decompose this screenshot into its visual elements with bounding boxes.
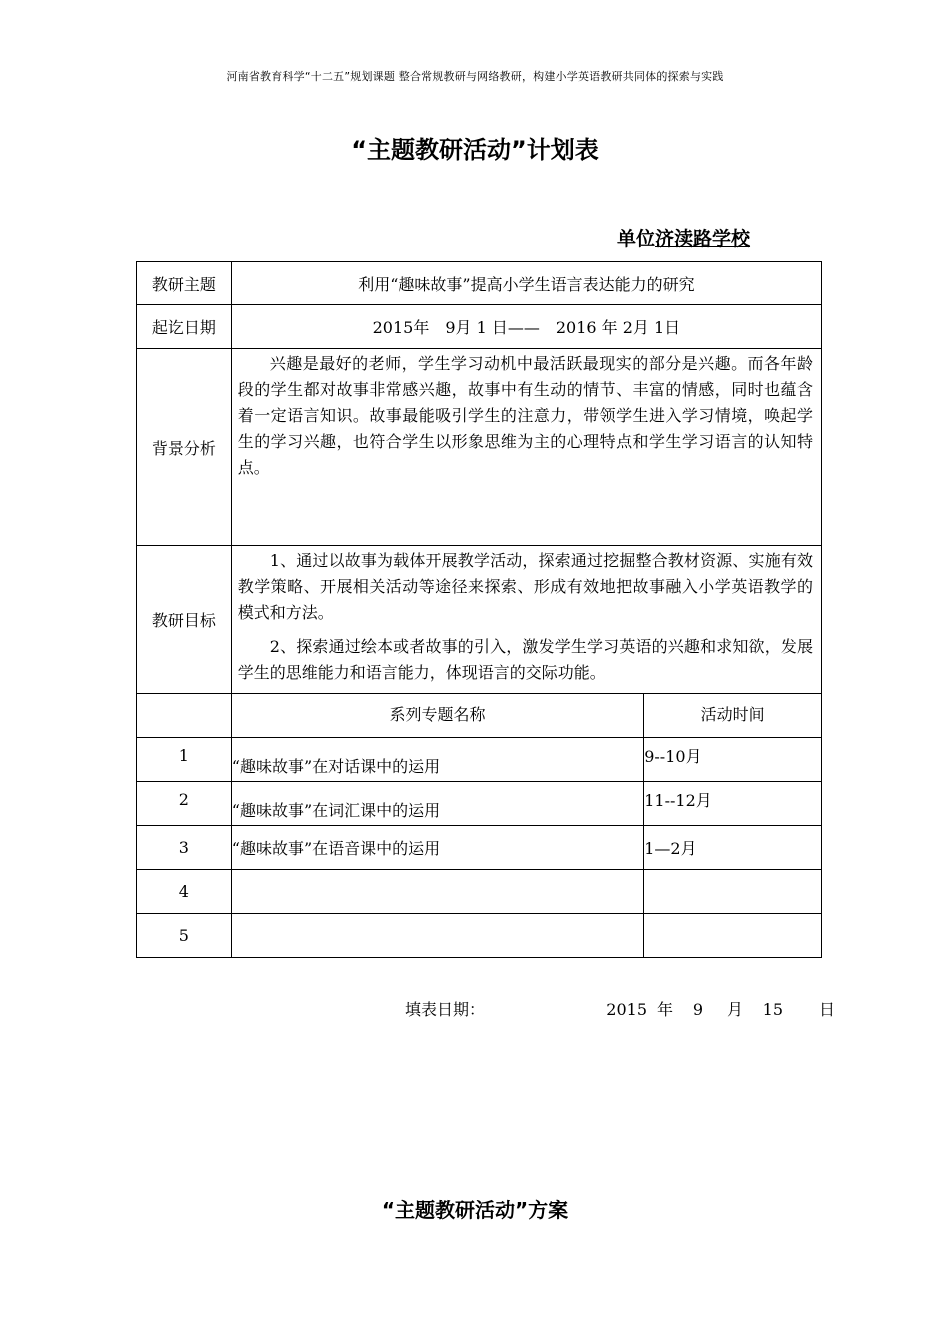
- dates-label: 起讫日期: [137, 305, 232, 349]
- series-time: 11--12月: [644, 782, 822, 826]
- series-row: [137, 914, 822, 958]
- series-topic: [231, 870, 643, 914]
- fill-date-month: 9: [692, 1000, 704, 1019]
- unit-line: [617, 224, 764, 251]
- series-row: [137, 782, 822, 826]
- dates-value: 2015年 9月 1 日—— 2016 年 2月 1日: [231, 305, 821, 349]
- fill-date-year: 2015: [606, 1000, 648, 1019]
- series-num: 3: [137, 826, 232, 870]
- series-topic: “趣味故事”在语音课中的运用: [231, 826, 643, 870]
- series-header-row: [137, 694, 822, 738]
- second-title: “主题教研活动”方案: [381, 1198, 569, 1222]
- plan-table: [136, 261, 822, 958]
- series-time-header: 活动时间: [644, 694, 822, 738]
- theme-label: 教研主题: [137, 262, 232, 305]
- goals-label: 教研目标: [137, 546, 232, 694]
- series-num: 4: [137, 870, 232, 914]
- fill-date-label: 填表日期：: [405, 1000, 486, 1019]
- series-topic: “趣味故事”在对话课中的运用: [231, 738, 643, 782]
- page-title: “主题教研活动”计划表: [351, 136, 599, 164]
- series-time: 9--10月: [644, 738, 822, 782]
- fill-date-month-unit: 月: [727, 1000, 744, 1019]
- series-num: 5: [137, 914, 232, 958]
- dates-row: [137, 305, 822, 349]
- series-num: 1: [137, 738, 232, 782]
- goals-row: [137, 546, 822, 694]
- series-time: [644, 870, 822, 914]
- fill-date-day: 15: [762, 1000, 784, 1019]
- fill-date: [405, 997, 835, 1020]
- unit-value: 济渎路学校: [655, 228, 751, 250]
- background-row: [137, 349, 822, 546]
- series-name-header: 系列专题名称: [231, 694, 643, 738]
- document-header: 河南省教育科学“十二五”规划课题 整合常规教研与网络教研，构建小学英语教研共同体的探索与实践: [226, 70, 724, 83]
- series-topic: [231, 914, 643, 958]
- theme-row: [137, 262, 822, 305]
- series-row: [137, 738, 822, 782]
- goal-item-1: 1、通过以故事为载体开展教学活动，探索通过挖掘整合教材资源、实施有效教学策略、开展相关活动等途径来探索、形成有效地把故事融入小学英语教学的模式和方法。: [237, 551, 813, 622]
- unit-label: 单位: [617, 228, 656, 250]
- series-time: [644, 914, 822, 958]
- series-num: 2: [137, 782, 232, 826]
- series-row: [137, 826, 822, 870]
- series-time: 1—2月: [644, 826, 822, 870]
- series-topic: “趣味故事”在词汇课中的运用: [231, 782, 643, 826]
- background-label: 背景分析: [137, 349, 232, 546]
- series-row: [137, 870, 822, 914]
- fill-date-year-unit: 年: [657, 1000, 674, 1019]
- theme-value: 利用“趣味故事”提高小学生语言表达能力的研究: [231, 262, 821, 305]
- fill-date-day-unit: 日: [819, 1000, 836, 1019]
- background-text: 兴趣是最好的老师，学生学习动机中最活跃最现实的部分是兴趣。而各年龄段的学生都对故事非常感兴趣，故事中有生动的情节、丰富的情感，同时也蕴含着一定语言知识。故事最能吸引学生的注意力，带领学生进入学习情境，唤起学生的学习兴趣，也符合学生以形象思维为主的心理特点和学生学习语言的认知特点。: [237, 354, 813, 477]
- goal-item-2: 2、探索通过绘本或者故事的引入，激发学生学习英语的兴趣和求知欲，发展学生的思维能力和语言能力，体现语言的交际功能。: [237, 637, 813, 682]
